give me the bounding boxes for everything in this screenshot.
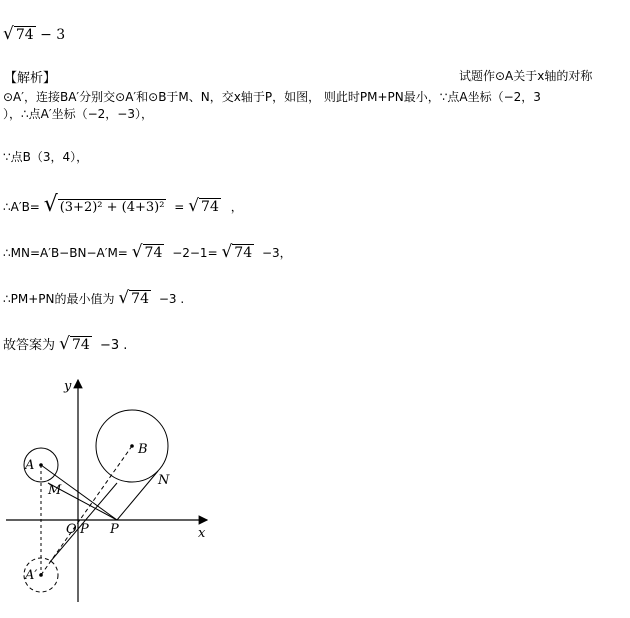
final-sqrt: √ 74	[59, 334, 90, 354]
answer-tail: − 3	[40, 27, 66, 43]
answer-expression	[3, 24, 65, 44]
final-tail: −3 .	[99, 338, 128, 353]
distance-eq: =	[174, 200, 185, 214]
label-origin: O	[66, 522, 77, 537]
explanation-line2: ⊙A′，连接BA′分别交⊙A′和⊙B于M、N，交x轴于P，如图， 则此时PM+PN最小，∵点A坐标（−2，3	[3, 90, 541, 104]
point-a-dot	[39, 463, 43, 467]
mn-line	[3, 242, 292, 262]
mn-tail: −3，	[261, 246, 292, 260]
mn-sqrt-1: √ 74	[131, 242, 163, 262]
min-sqrt: √ 74	[118, 288, 149, 308]
label-n: N	[158, 473, 170, 488]
min-line	[3, 288, 184, 308]
distance-line	[3, 192, 243, 217]
mn-mid: −2−1=	[172, 246, 218, 260]
segment-p-n	[117, 471, 158, 520]
label-p: P	[110, 522, 119, 537]
label-m: M	[48, 483, 62, 498]
segment-b-a-prime-dashed	[41, 446, 132, 575]
distance-sqrt: √ (3+2)² + (4+3)²	[43, 192, 165, 217]
distance-suffix: ，	[230, 200, 243, 214]
final-text: 故答案为	[3, 338, 56, 353]
label-x: x	[198, 526, 206, 541]
min-text: ∴PM+PN的最小值为	[3, 292, 115, 306]
point-a-prime-dot	[39, 573, 43, 577]
label-p-left: P	[80, 522, 89, 537]
distance-result-sqrt: √ 74	[188, 196, 219, 216]
label-a-prime: A′	[25, 568, 38, 583]
sqrt-74: √ 74	[3, 24, 34, 44]
geometry-diagram	[0, 370, 230, 610]
mn-text: ∴MN=A′B−BN−A′M=	[3, 246, 128, 260]
label-y: y	[64, 379, 72, 394]
final-line	[3, 334, 127, 354]
explanation-line3: ），∴点A′坐标（−2，−3），	[3, 107, 153, 121]
distance-prefix: ∴A′B=	[3, 200, 40, 214]
label-b: B	[138, 442, 148, 457]
mn-sqrt-2: √ 74	[221, 242, 253, 262]
label-a: A	[25, 458, 35, 473]
section-header: 【解析】	[4, 71, 57, 86]
point-b-dot	[130, 444, 134, 448]
min-tail: −3 .	[158, 292, 185, 306]
explanation-line1: 试题作⊙A关于x轴的对称	[459, 69, 593, 83]
point-b-line: ∵点B（3，4），	[3, 150, 89, 164]
